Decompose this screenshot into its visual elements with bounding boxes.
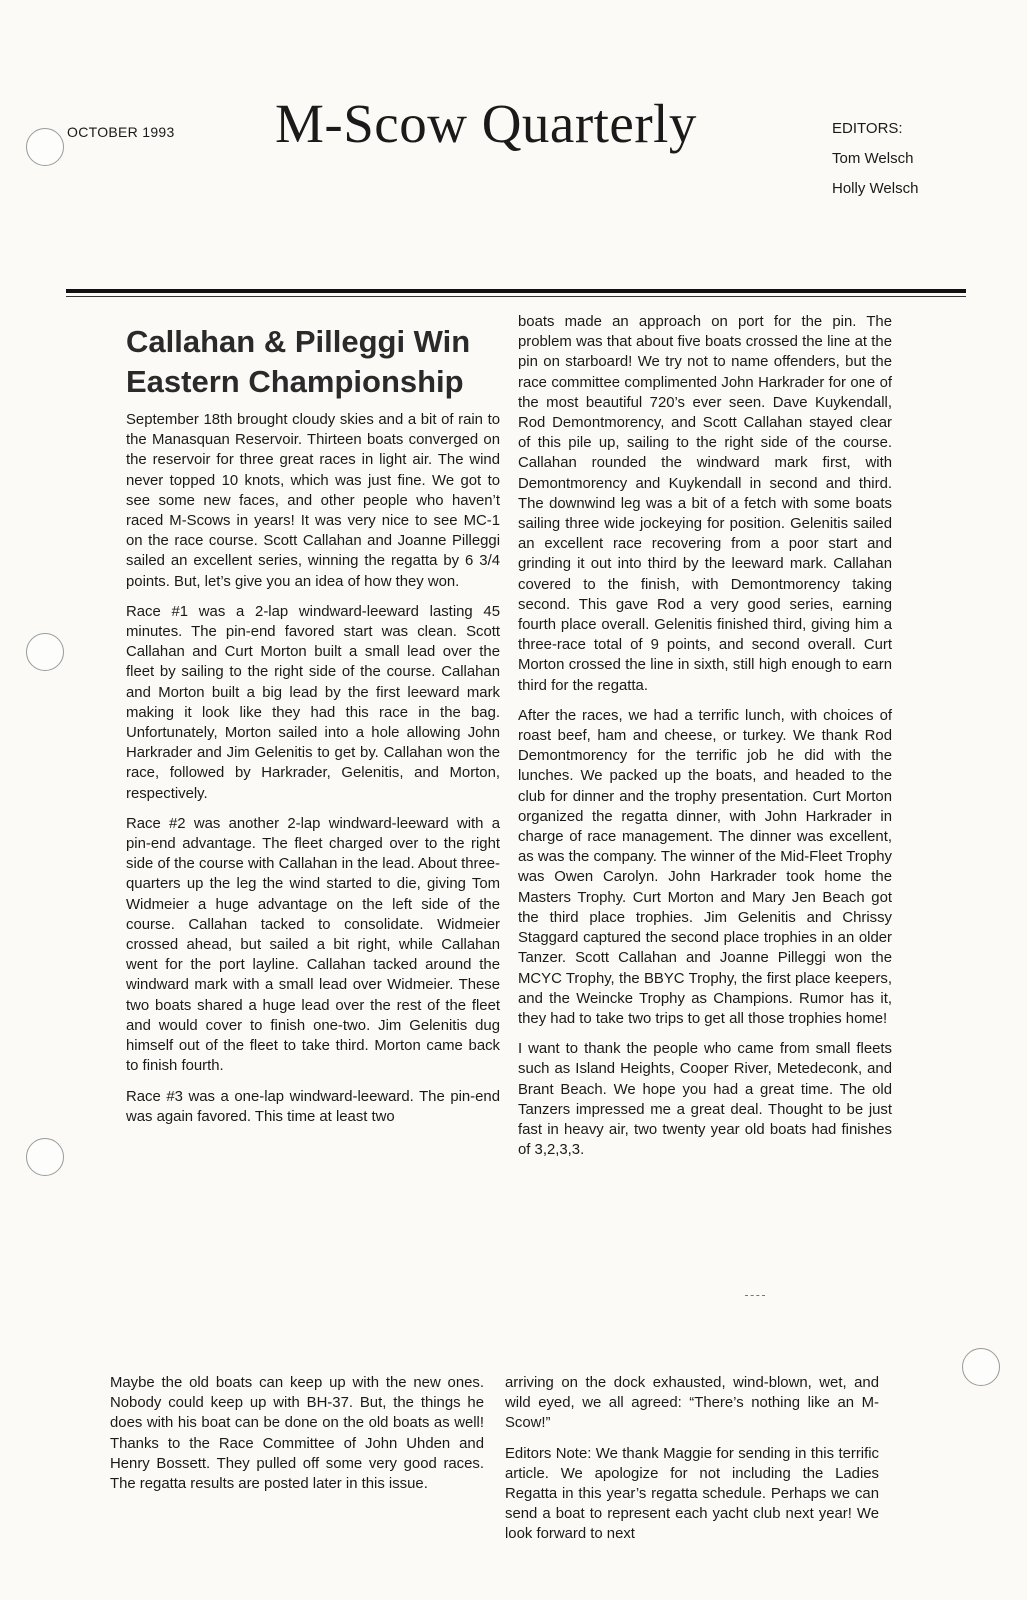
page-divider-mark (745, 1295, 765, 1297)
header-rule-thin (66, 296, 966, 297)
article-paragraph: boats made an approach on port for the pin. The problem was that about five boats crossed the line at the pin on starboard! We try not to name offenders, but the race committee complimented John Harkrader for one of the most beautiful 720’s ever seen. Dave Kuykendall, Rod Demontmorency, and Scott Callahan stayed clear of this pile up, sailing to the right side of the course. Callahan rounded the windward mark first, with Demontmorency and Kuykendall in second and third. The downwind leg was a bit of a fetch with some boats sailing three wide jockeying for position. Gelenitis sailed an excellent race recovering from a poor start and grinding it out into third by the leeward mark. Callahan covered to the finish, with Demontmorency taking second. This gave Rod a very good series, earning fourth place overall. Gelenitis finished third, giving him a three-race total of 9 points, and second overall. Curt Morton crossed the line in sixth, still high enough to earn third for the regatta. (518, 314, 892, 694)
punch-hole-lower (26, 1138, 64, 1176)
continued-right-column (505, 1373, 879, 1555)
article-paragraph: Maybe the old boats can keep up with the new ones. Nobody could keep up with BH-37. But, the things he does with his boat can be done on the old boats as well! Thanks to the Race Committee of John Uhden and Henry Bossett. They pulled off some very good races. The regatta results are posted later in this issue. (110, 1375, 484, 1493)
article-paragraph: Editors Note: We thank Maggie for sending in this terrific article. We apologize for not including the Ladies Regatta in this year’s regatta schedule. Perhaps we can send a boat to represent each yacht club next year! We look forward to next (505, 1445, 879, 1543)
article-paragraph: Race #3 was a one-lap windward-leeward. The pin-end was again favored. This time at least two (126, 1088, 500, 1125)
article-left-column (126, 322, 500, 1137)
punch-hole-top (26, 128, 64, 166)
article-paragraph: After the races, we had a terrific lunch, with choices of roast beef, ham and cheese, or turkey. We thank Rod Demontmorency for the terrific job he did with the lunches. We packed up the boats, and headed to the club for dinner and the trophy presentation. Curt Morton organized the regatta dinner, with John Harkrader in charge of race management. The dinner was excellent, as was the company. The winner of the Mid-Fleet Trophy was Owen Carolyn. John Harkrader took home the Masters Trophy. Curt Morton and Mary Jen Beach got the third place trophies. Jim Gelenitis and Chrissy Staggard captured the second place trophies in an older Tanzer. Scott Callahan and Joanne Pilleggi won the MCYC Trophy, the BBYC Trophy, the first place keepers, and the Weincke Trophy as Champions. Rumor has it, they had to take two trips to get all those trophies home! (518, 707, 892, 1027)
header-rule-thick (66, 289, 966, 293)
punch-hole-right (962, 1348, 1000, 1386)
article-paragraph: Race #1 was a 2-lap windward-leeward lasting 45 minutes. The pin-end favored start was clean. Scott Callahan and Curt Morton built a small lead over the fleet by sailing to the right side of the course. Callahan and Morton built a big lead by the first leeward mark making it look like they had this race in the bag. Unfortunately, Morton sailed into a hole allowing John Harkrader and Jim Gelenitis to get by. Callahan won the race, followed by Harkrader, Gelenitis, and Morton, respectively. (126, 603, 500, 802)
editor-name: Holly Welsch (832, 180, 919, 197)
issue-date: OCTOBER 1993 (67, 124, 175, 140)
editors-label: EDITORS: (832, 120, 903, 137)
article-paragraph: September 18th brought cloudy skies and a bit of rain to the Manasquan Reservoir. Thirteen boats converged on the reservoir for three great races in light air. The wind never topped 10 knots, which was just fine. We got to see some new faces, and other people who haven’t raced M-Scows in years! It was very nice to see MC-1 on the race course. Scott Callahan and Joanne Pilleggi sailed an excellent series, winning the regatta by 6 3/4 points. But, let’s give you an idea of how they won. (126, 412, 500, 590)
article-paragraph: I want to thank the people who came from small fleets such as Island Heights, Cooper River, Metedeconk, and Brant Beach. We hope you had a great time. The old Tanzers impressed me a great deal. Thought to be just fast in heavy air, two twenty year old boats had finishes of 3,2,3,3. (518, 1041, 892, 1159)
continued-left-column (110, 1373, 484, 1504)
punch-hole-middle (26, 633, 64, 671)
masthead-title: M-Scow Quarterly (275, 93, 697, 154)
editors-box (832, 114, 918, 204)
article-paragraph: arriving on the dock exhausted, wind-blown, wet, and wild eyed, we all agreed: “There’s nothing like an M-Scow!” (505, 1375, 879, 1432)
article-right-column (518, 312, 892, 1170)
article-headline: Callahan & Pilleggi Win Eastern Championship (126, 324, 471, 399)
editor-name: Tom Welsch (832, 150, 914, 167)
article-paragraph: Race #2 was another 2-lap windward-leeward with a pin-end advantage. The fleet charged over to the right side of the course with Callahan in the lead. About three-quarters up the leg the wind started to die, giving Tom Widmeier a huge advantage on the left side of the course. Callahan tacked to consolidate. Widmeier crossed ahead, but sailed a bit right, while Callahan went for the port layline. Callahan tacked around the windward mark with a small lead over Widmeier. These two boats shared a huge lead over the rest of the fleet and would cover to finish one-two. Jim Gelenitis dug himself out of the fleet to take third. Morton came back to finish fourth. (126, 815, 500, 1075)
